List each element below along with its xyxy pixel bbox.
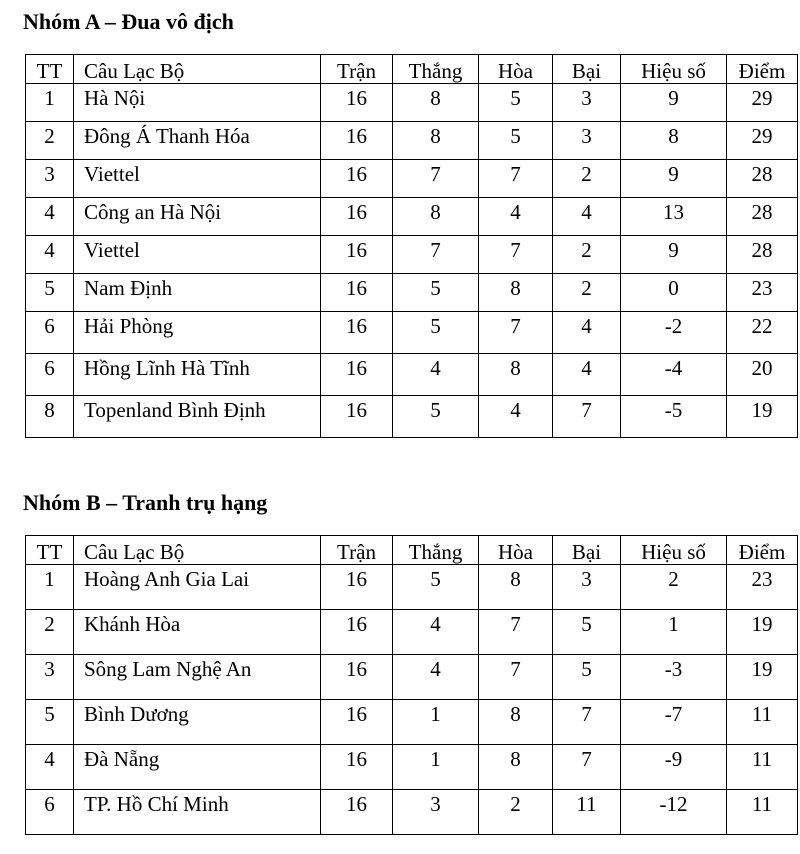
table-row (26, 396, 798, 438)
club-name-cell: Hoàng Anh Gia Lai (74, 565, 321, 610)
points-cell: 19 (727, 655, 798, 700)
losses-cell: 2 (553, 274, 621, 312)
rank-cell: 2 (26, 122, 74, 160)
matches-cell: 16 (321, 396, 393, 438)
goal-diff-cell: -3 (621, 655, 727, 700)
header-draws: Hòa (479, 536, 553, 565)
draws-cell: 7 (479, 160, 553, 198)
table-row (26, 84, 798, 122)
wins-cell: 8 (393, 198, 479, 236)
losses-cell: 3 (553, 122, 621, 160)
table-row (26, 122, 798, 160)
club-name-cell: Đà Nẵng (74, 745, 321, 790)
losses-cell: 11 (553, 790, 621, 835)
table-row (26, 198, 798, 236)
table-row (26, 236, 798, 274)
goal-diff-cell: 9 (621, 236, 727, 274)
goal-diff-cell: 8 (621, 122, 727, 160)
losses-cell: 4 (553, 312, 621, 354)
wins-cell: 1 (393, 745, 479, 790)
losses-cell: 2 (553, 160, 621, 198)
points-cell: 20 (727, 354, 798, 396)
header-goal-diff: Hiệu số (621, 55, 727, 84)
header-tt: TT (26, 536, 74, 565)
wins-cell: 7 (393, 236, 479, 274)
table-row (26, 160, 798, 198)
draws-cell: 7 (479, 610, 553, 655)
rank-cell: 2 (26, 610, 74, 655)
header-row (26, 536, 798, 565)
matches-cell: 16 (321, 236, 393, 274)
draws-cell: 8 (479, 274, 553, 312)
points-cell: 29 (727, 122, 798, 160)
draws-cell: 7 (479, 655, 553, 700)
club-name-cell: Viettel (74, 160, 321, 198)
wins-cell: 5 (393, 565, 479, 610)
losses-cell: 4 (553, 354, 621, 396)
group-a-table (25, 54, 798, 438)
header-points: Điểm (727, 55, 798, 84)
matches-cell: 16 (321, 745, 393, 790)
header-draws: Hòa (479, 55, 553, 84)
header-matches: Trận (321, 55, 393, 84)
club-name-cell: Sông Lam Nghệ An (74, 655, 321, 700)
points-cell: 19 (727, 610, 798, 655)
losses-cell: 2 (553, 236, 621, 274)
wins-cell: 1 (393, 700, 479, 745)
table-row (26, 700, 798, 745)
table-row (26, 274, 798, 312)
header-wins: Thắng (393, 55, 479, 84)
draws-cell: 5 (479, 122, 553, 160)
table-row (26, 565, 798, 610)
goal-diff-cell: 9 (621, 84, 727, 122)
rank-cell: 8 (26, 396, 74, 438)
points-cell: 28 (727, 198, 798, 236)
wins-cell: 8 (393, 84, 479, 122)
wins-cell: 7 (393, 160, 479, 198)
table-row (26, 790, 798, 835)
wins-cell: 5 (393, 396, 479, 438)
rank-cell: 4 (26, 745, 74, 790)
goal-diff-cell: 13 (621, 198, 727, 236)
wins-cell: 5 (393, 312, 479, 354)
wins-cell: 4 (393, 655, 479, 700)
losses-cell: 7 (553, 396, 621, 438)
club-name-cell: Viettel (74, 236, 321, 274)
group-b-header-row (26, 536, 798, 565)
draws-cell: 7 (479, 236, 553, 274)
matches-cell: 16 (321, 274, 393, 312)
header-losses: Bại (553, 536, 621, 565)
rank-cell: 4 (26, 198, 74, 236)
header-points: Điểm (727, 536, 798, 565)
rank-cell: 1 (26, 565, 74, 610)
goal-diff-cell: -9 (621, 745, 727, 790)
rank-cell: 4 (26, 236, 74, 274)
draws-cell: 2 (479, 790, 553, 835)
matches-cell: 16 (321, 84, 393, 122)
draws-cell: 4 (479, 396, 553, 438)
matches-cell: 16 (321, 160, 393, 198)
rank-cell: 6 (26, 354, 74, 396)
wins-cell: 5 (393, 274, 479, 312)
group-b-table (25, 535, 798, 835)
club-name-cell: Hà Nội (74, 84, 321, 122)
table-row (26, 745, 798, 790)
matches-cell: 16 (321, 610, 393, 655)
group-b-body (26, 565, 798, 835)
rank-cell: 1 (26, 84, 74, 122)
wins-cell: 4 (393, 354, 479, 396)
losses-cell: 5 (553, 610, 621, 655)
matches-cell: 16 (321, 312, 393, 354)
rank-cell: 3 (26, 655, 74, 700)
club-name-cell: Đông Á Thanh Hóa (74, 122, 321, 160)
club-name-cell: TP. Hồ Chí Minh (74, 790, 321, 835)
header-matches: Trận (321, 536, 393, 565)
matches-cell: 16 (321, 122, 393, 160)
matches-cell: 16 (321, 354, 393, 396)
points-cell: 28 (727, 160, 798, 198)
points-cell: 19 (727, 396, 798, 438)
rank-cell: 6 (26, 312, 74, 354)
points-cell: 11 (727, 790, 798, 835)
rank-cell: 3 (26, 160, 74, 198)
goal-diff-cell: -4 (621, 354, 727, 396)
losses-cell: 3 (553, 565, 621, 610)
club-name-cell: Bình Dương (74, 700, 321, 745)
matches-cell: 16 (321, 700, 393, 745)
losses-cell: 4 (553, 198, 621, 236)
goal-diff-cell: 9 (621, 160, 727, 198)
club-name-cell: Công an Hà Nội (74, 198, 321, 236)
rank-cell: 5 (26, 700, 74, 745)
matches-cell: 16 (321, 655, 393, 700)
goal-diff-cell: 1 (621, 610, 727, 655)
header-club: Câu Lạc Bộ (74, 536, 321, 565)
draws-cell: 8 (479, 565, 553, 610)
matches-cell: 16 (321, 565, 393, 610)
draws-cell: 8 (479, 700, 553, 745)
club-name-cell: Hồng Lĩnh Hà Tĩnh (74, 354, 321, 396)
club-name-cell: Nam Định (74, 274, 321, 312)
goal-diff-cell: -5 (621, 396, 727, 438)
losses-cell: 3 (553, 84, 621, 122)
header-club: Câu Lạc Bộ (74, 55, 321, 84)
wins-cell: 3 (393, 790, 479, 835)
table-row (26, 610, 798, 655)
group-a-title: Nhóm A – Đua vô địch (23, 9, 234, 34)
rank-cell: 6 (26, 790, 74, 835)
rank-cell: 5 (26, 274, 74, 312)
header-losses: Bại (553, 55, 621, 84)
group-a-body (26, 84, 798, 438)
matches-cell: 16 (321, 790, 393, 835)
header-wins: Thắng (393, 536, 479, 565)
matches-cell: 16 (321, 198, 393, 236)
group-b-title: Nhóm B – Tranh trụ hạng (23, 490, 268, 515)
losses-cell: 5 (553, 655, 621, 700)
table-row (26, 655, 798, 700)
group-a-header-row (26, 55, 798, 84)
losses-cell: 7 (553, 745, 621, 790)
wins-cell: 4 (393, 610, 479, 655)
header-tt: TT (26, 55, 74, 84)
points-cell: 28 (727, 236, 798, 274)
goal-diff-cell: -2 (621, 312, 727, 354)
club-name-cell: Khánh Hòa (74, 610, 321, 655)
table-row (26, 354, 798, 396)
goal-diff-cell: -7 (621, 700, 727, 745)
club-name-cell: Hải Phòng (74, 312, 321, 354)
header-goal-diff: Hiệu số (621, 536, 727, 565)
header-row (26, 55, 798, 84)
goal-diff-cell: 0 (621, 274, 727, 312)
draws-cell: 8 (479, 354, 553, 396)
points-cell: 11 (727, 745, 798, 790)
wins-cell: 8 (393, 122, 479, 160)
points-cell: 11 (727, 700, 798, 745)
draws-cell: 7 (479, 312, 553, 354)
goal-diff-cell: 2 (621, 565, 727, 610)
losses-cell: 7 (553, 700, 621, 745)
table-row (26, 312, 798, 354)
draws-cell: 5 (479, 84, 553, 122)
draws-cell: 8 (479, 745, 553, 790)
points-cell: 29 (727, 84, 798, 122)
draws-cell: 4 (479, 198, 553, 236)
club-name-cell: Topenland Bình Định (74, 396, 321, 438)
points-cell: 23 (727, 565, 798, 610)
goal-diff-cell: -12 (621, 790, 727, 835)
points-cell: 23 (727, 274, 798, 312)
points-cell: 22 (727, 312, 798, 354)
